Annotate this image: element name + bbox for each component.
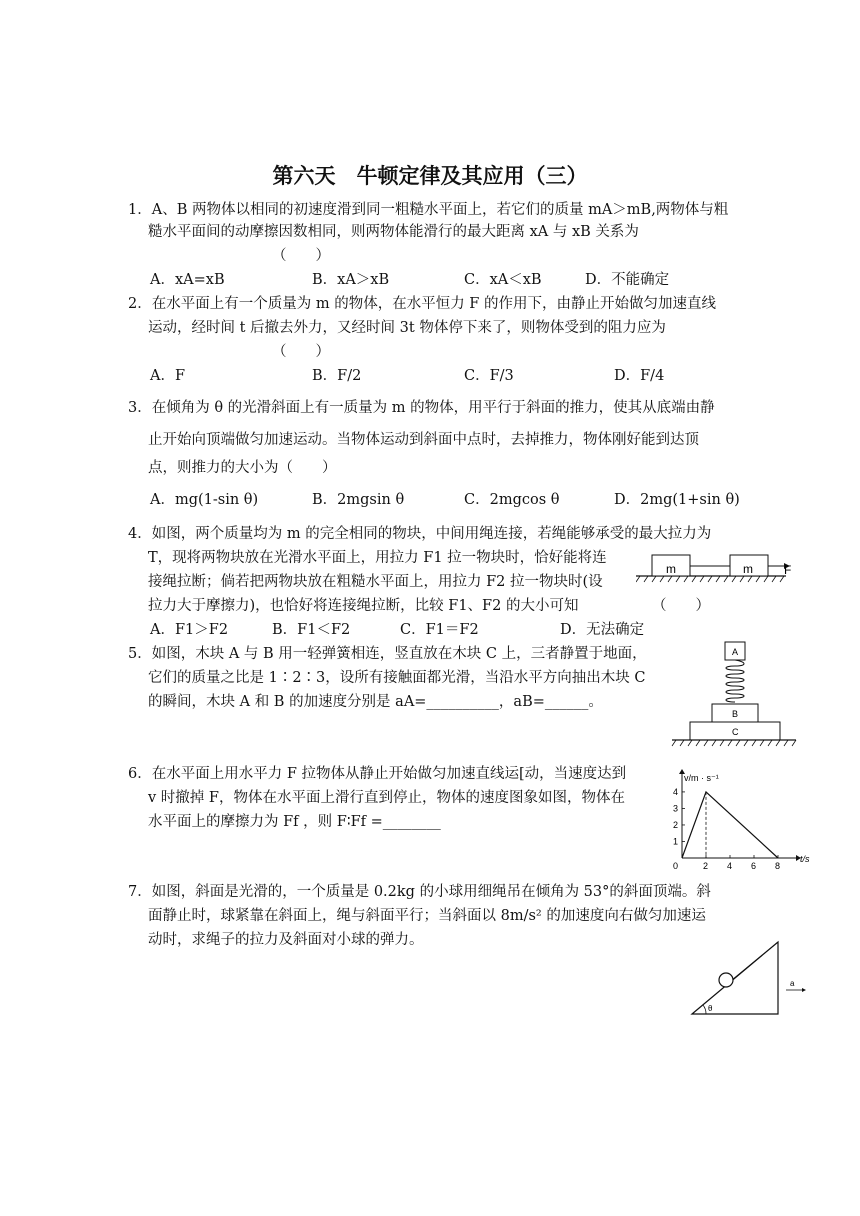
q5-line1: 5．如图，木块 A 与 B 用一轻弹簧相连，竖直放在木块 C 上，三者静置于地面，	[128, 646, 647, 662]
q5-line2: 它们的质量之比是 1∶2∶3，设所有接触面都光滑，当沿水平方向抽出木块 C	[148, 670, 646, 686]
velocity-time-chart	[660, 758, 810, 870]
q3-line3: 点，则推力的大小为（ ）	[148, 460, 337, 476]
q3-option-c: C．2mgcos θ	[464, 492, 560, 508]
q4-option-b: B．F1＜F2	[272, 622, 351, 638]
q6-line1: 6．在水平面上用水平力 F 拉物体从静止开始做匀加速直线运[动，当速度达到	[128, 766, 627, 782]
q4-line3: 接绳拉断；倘若把两物块放在粗糙水平面上，用拉力 F2 拉一物块时(设	[148, 574, 603, 590]
q2-option-c: C．F/3	[464, 368, 514, 384]
q2-line2: 运动，经时间 t 后撤去外力，又经时间 3t 物体停下来了，则物体受到的阻力应为	[148, 320, 666, 336]
q5-figure	[668, 640, 800, 752]
q1-line2: 糙水平面间的动摩擦因数相同，则两物体能滑行的最大距离 xA 与 xB 关系为	[148, 224, 639, 240]
q1-option-c: C．xA＜xB	[464, 272, 542, 288]
y-tick-label: 1	[673, 836, 679, 847]
x-tick-label: 4	[727, 861, 733, 870]
y-tick-label: 2	[673, 819, 679, 830]
spring	[726, 660, 744, 702]
q5-line3: 的瞬间，木块 A 和 B 的加速度分别是 aA=__________，aB=______。	[148, 694, 603, 710]
q7-line3: 动时，求绳子的拉力及斜面对小球的弹力。	[148, 932, 424, 948]
q1-paren: （ ）	[272, 248, 330, 264]
block-a-label: A	[732, 647, 739, 657]
block-right-label: m	[743, 562, 753, 576]
q2-line1: 2．在水平面上有一个质量为 m 的物体，在水平恒力 F 的作用下，由静止开始做匀加速直线	[128, 296, 716, 312]
q7-line2: 面静止时，球紧靠在斜面上，绳与斜面平行；当斜面以 8m/s² 的加速度向右做匀加速运	[148, 908, 706, 924]
block-b-label: B	[732, 709, 739, 719]
q1-line1: 1．A、B 两物体以相同的初速度滑到同一粗糙水平面上，若它们的质量 mA＞mB,两物体与粗	[128, 202, 729, 218]
y-tick-label: 4	[673, 786, 679, 797]
q3-option-b: B．2mgsin θ	[312, 492, 405, 508]
q3-line2: 止开始向顶端做匀加速运动。当物体运动到斜面中点时，去掉推力，物体刚好能到达顶	[148, 432, 699, 448]
q7-line1: 7．如图，斜面是光滑的，一个质量是 0.2kg 的小球用细绳吊在倾角为 53°的斜面顶端。斜	[128, 884, 711, 900]
acceleration-label: a	[790, 979, 795, 988]
x-tick-label: 0	[673, 861, 679, 870]
q4-figure	[636, 548, 798, 588]
x-tick-label: 8	[775, 861, 781, 870]
q6-line3: 水平面上的摩擦力为 Ff ，则 F∶Ff =________	[148, 814, 441, 830]
q4-option-a: A．F1＞F2	[150, 622, 229, 638]
block-left-label: m	[666, 562, 676, 576]
q2-option-b: B．F/2	[312, 368, 362, 384]
q4-line2: T，现将两物块放在光滑水平面上，用拉力 F1 拉一物块时，恰好能将连	[148, 550, 607, 566]
q4-option-d: D．无法确定	[560, 622, 645, 638]
x-tick-label: 2	[703, 861, 709, 870]
q3-option-a: A．mg(1-sin θ)	[150, 492, 259, 508]
q6-line2: v 时撤掉 F，物体在水平面上滑行直到停止，物体的速度图象如图，物体在	[148, 790, 625, 806]
q2-option-a: A．F	[150, 368, 186, 384]
q3-option-d: D．2mg(1+sin θ)	[614, 492, 740, 508]
ball	[719, 973, 733, 987]
q3-line1: 3．在倾角为 θ 的光滑斜面上有一质量为 m 的物体，用平行于斜面的推力，使其从底端由静	[128, 400, 715, 416]
q1-option-b: B．xA＞xB	[312, 272, 390, 288]
q1-option-d: D．不能确定	[585, 272, 670, 288]
q1-option-a: A．xA=xB	[150, 272, 225, 288]
q2-option-d: D．F/4	[614, 368, 665, 384]
q4-option-c: C．F1＝F2	[400, 622, 479, 638]
q4-paren: （ ）	[652, 598, 710, 614]
x-axis-label: t/s	[800, 854, 810, 864]
q7-figure	[686, 934, 810, 1020]
block-c-label: C	[732, 727, 739, 737]
force-label: F	[784, 563, 792, 577]
page-title: 第六天 牛顿定律及其应用（三）	[272, 164, 588, 188]
y-axis-label: v/m · s⁻¹	[684, 773, 719, 783]
q4-line4: 拉力大于摩擦力)，也恰好将连接绳拉断，比较 F1、F2 的大小可知	[148, 598, 579, 614]
velocity-line	[682, 792, 778, 858]
angle-label: θ	[708, 1004, 713, 1013]
q2-paren: （ ）	[272, 344, 330, 360]
x-tick-label: 6	[751, 861, 757, 870]
q4-line1: 4．如图，两个质量均为 m 的完全相同的物块，中间用绳连接，若绳能够承受的最大拉力为	[128, 526, 712, 542]
y-tick-label: 3	[673, 803, 679, 814]
